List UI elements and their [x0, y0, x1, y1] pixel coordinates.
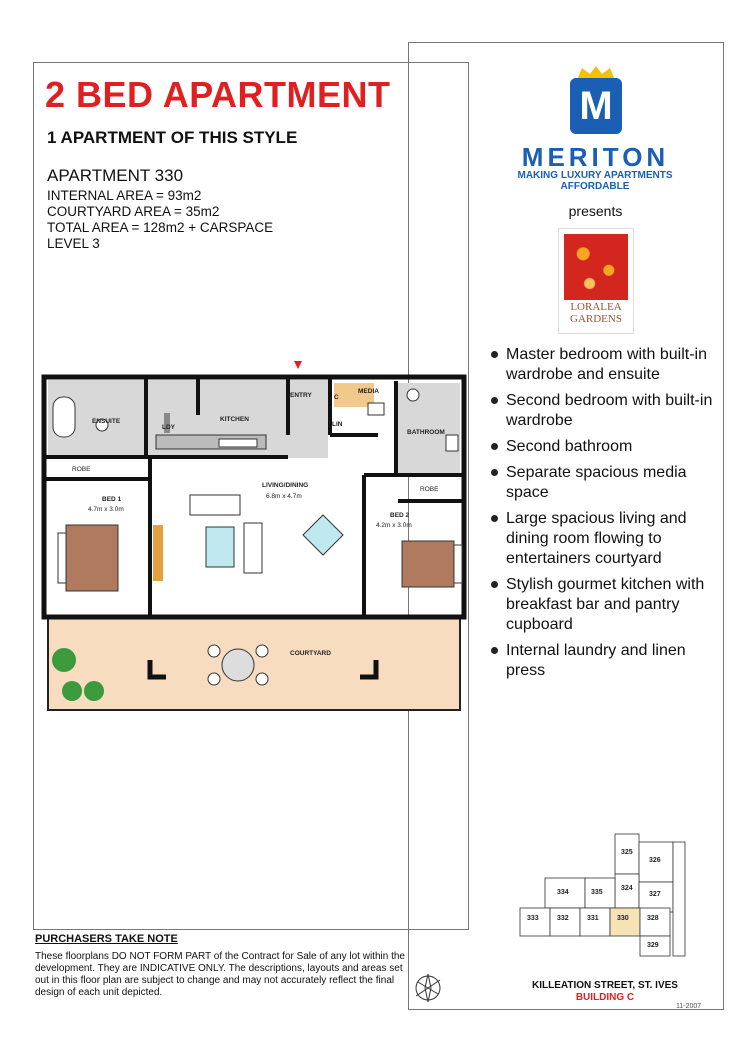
meriton-logo: [568, 66, 624, 134]
room-label-lin: LIN: [332, 421, 343, 428]
room-size-bed-1: 4.7m x 3.0m: [88, 506, 124, 513]
unit-326: 326: [649, 857, 661, 864]
unit-330: 330: [617, 915, 629, 922]
page-title: 2 BED APARTMENT: [45, 74, 391, 115]
feature-item: Separate spacious media space: [488, 463, 718, 503]
apartment-count: 1 APARTMENT OF THIS STYLE: [47, 128, 298, 147]
sofa-1: [190, 495, 240, 515]
room-label-bed-1: BED 1: [102, 496, 122, 503]
feature-list: [488, 345, 718, 687]
logo-pattern: [564, 234, 628, 300]
room-size-bed-2: 4.2m x 3.0m: [376, 522, 412, 529]
courtyard-table: [222, 649, 254, 681]
room-size-living: 6.8m x 4.7m: [266, 493, 302, 500]
bathtub: [53, 397, 75, 437]
unit-331: 331: [587, 915, 599, 922]
feature-item: Internal laundry and linen press: [488, 641, 718, 681]
unit-334: 334: [557, 889, 569, 896]
notice-body: These floorplans DO NOT FORM PART of the Contract for Sale of any lot within the development. They are INDICATIVE ONLY. The descriptions, layouts and areas set out in this floor plan are subject to change and may not accurately reflect the final design of each unit depicted.: [35, 951, 405, 998]
sofa-2: [244, 523, 262, 573]
brand-tagline: [495, 170, 695, 192]
notice-heading: PURCHASERS TAKE NOTE: [35, 933, 178, 945]
room-label-entry: ENTRY: [290, 392, 312, 399]
room-label-kitchen: KITCHEN: [220, 416, 249, 423]
document-code: 11-2007: [676, 1003, 702, 1010]
building-label: BUILDING C: [575, 992, 635, 1003]
coffee-table: [206, 527, 234, 567]
unit-325: 325: [621, 849, 633, 856]
unit-327: 327: [649, 891, 661, 898]
feature-item: Second bedroom with built-in wardrobe: [488, 391, 718, 431]
room-label-robe-2: ROBE: [420, 486, 439, 493]
logo-letter: M: [579, 84, 613, 128]
tv-unit: [153, 525, 163, 581]
brand-name: MERITON: [521, 142, 670, 172]
spec-level: LEVEL 3: [47, 236, 100, 251]
room-label-bathroom: BATHROOM: [407, 429, 445, 436]
bed-1: [66, 525, 118, 591]
room-label-c: C: [334, 394, 339, 401]
feature-item: Second bathroom: [488, 437, 718, 457]
unit-333: 333: [527, 915, 539, 922]
dining-table: [303, 515, 343, 555]
highlighted-unit: [610, 908, 640, 936]
spec-total-area: TOTAL AREA = 128m2 + CARSPACE: [47, 220, 274, 235]
loralea-gardens-logo: [558, 228, 634, 334]
unit-335: 335: [591, 889, 603, 896]
brand-tagline-line-2: AFFORDABLE: [560, 181, 630, 192]
room-label-media: MEDIA: [358, 388, 379, 395]
apartment-number: APARTMENT 330: [47, 166, 184, 185]
feature-item: Large spacious living and dining room flowing to entertainers courtyard: [488, 509, 718, 569]
floor-plan: [38, 355, 468, 725]
plant-icon: [52, 648, 76, 672]
key-plan: [515, 832, 693, 957]
north-compass-icon: [410, 970, 446, 1006]
feature-item: Stylish gourmet kitchen with breakfast bar and pantry cupboard: [488, 575, 718, 635]
plant-icon: [62, 681, 82, 701]
unit-329: 329: [647, 942, 659, 949]
room-label-courtyard: COURTYARD: [290, 650, 331, 657]
development-name-2: GARDENS: [570, 313, 622, 325]
spec-courtyard-area: COURTYARD AREA = 35m2: [47, 204, 220, 219]
room-label-ensuite: ENSUITE: [92, 418, 121, 425]
bed-2: [402, 541, 454, 587]
brand-tagline-line-1: MAKING LUXURY APARTMENTS: [517, 170, 673, 181]
presents-label: presents: [568, 203, 623, 219]
plant-icon: [84, 681, 104, 701]
spec-internal-area: INTERNAL AREA = 93m2: [47, 188, 202, 203]
unit-328: 328: [647, 915, 659, 922]
room-label-robe-1: ROBE: [72, 466, 91, 473]
street-address: KILLEATION STREET, ST. IVES: [532, 980, 678, 991]
room-label-living: LIVING/DINING: [262, 482, 309, 489]
feature-item: Master bedroom with built-in wardrobe and ensuite: [488, 345, 718, 385]
room-label-ldy: LDY: [162, 424, 175, 431]
entry-arrow-icon: [294, 361, 302, 369]
room-label-bed-2: BED 2: [390, 512, 410, 519]
unit-324: 324: [621, 885, 633, 892]
purchaser-notice: [35, 933, 405, 999]
unit-332: 332: [557, 915, 569, 922]
development-name-1: LORALEA: [570, 301, 622, 313]
